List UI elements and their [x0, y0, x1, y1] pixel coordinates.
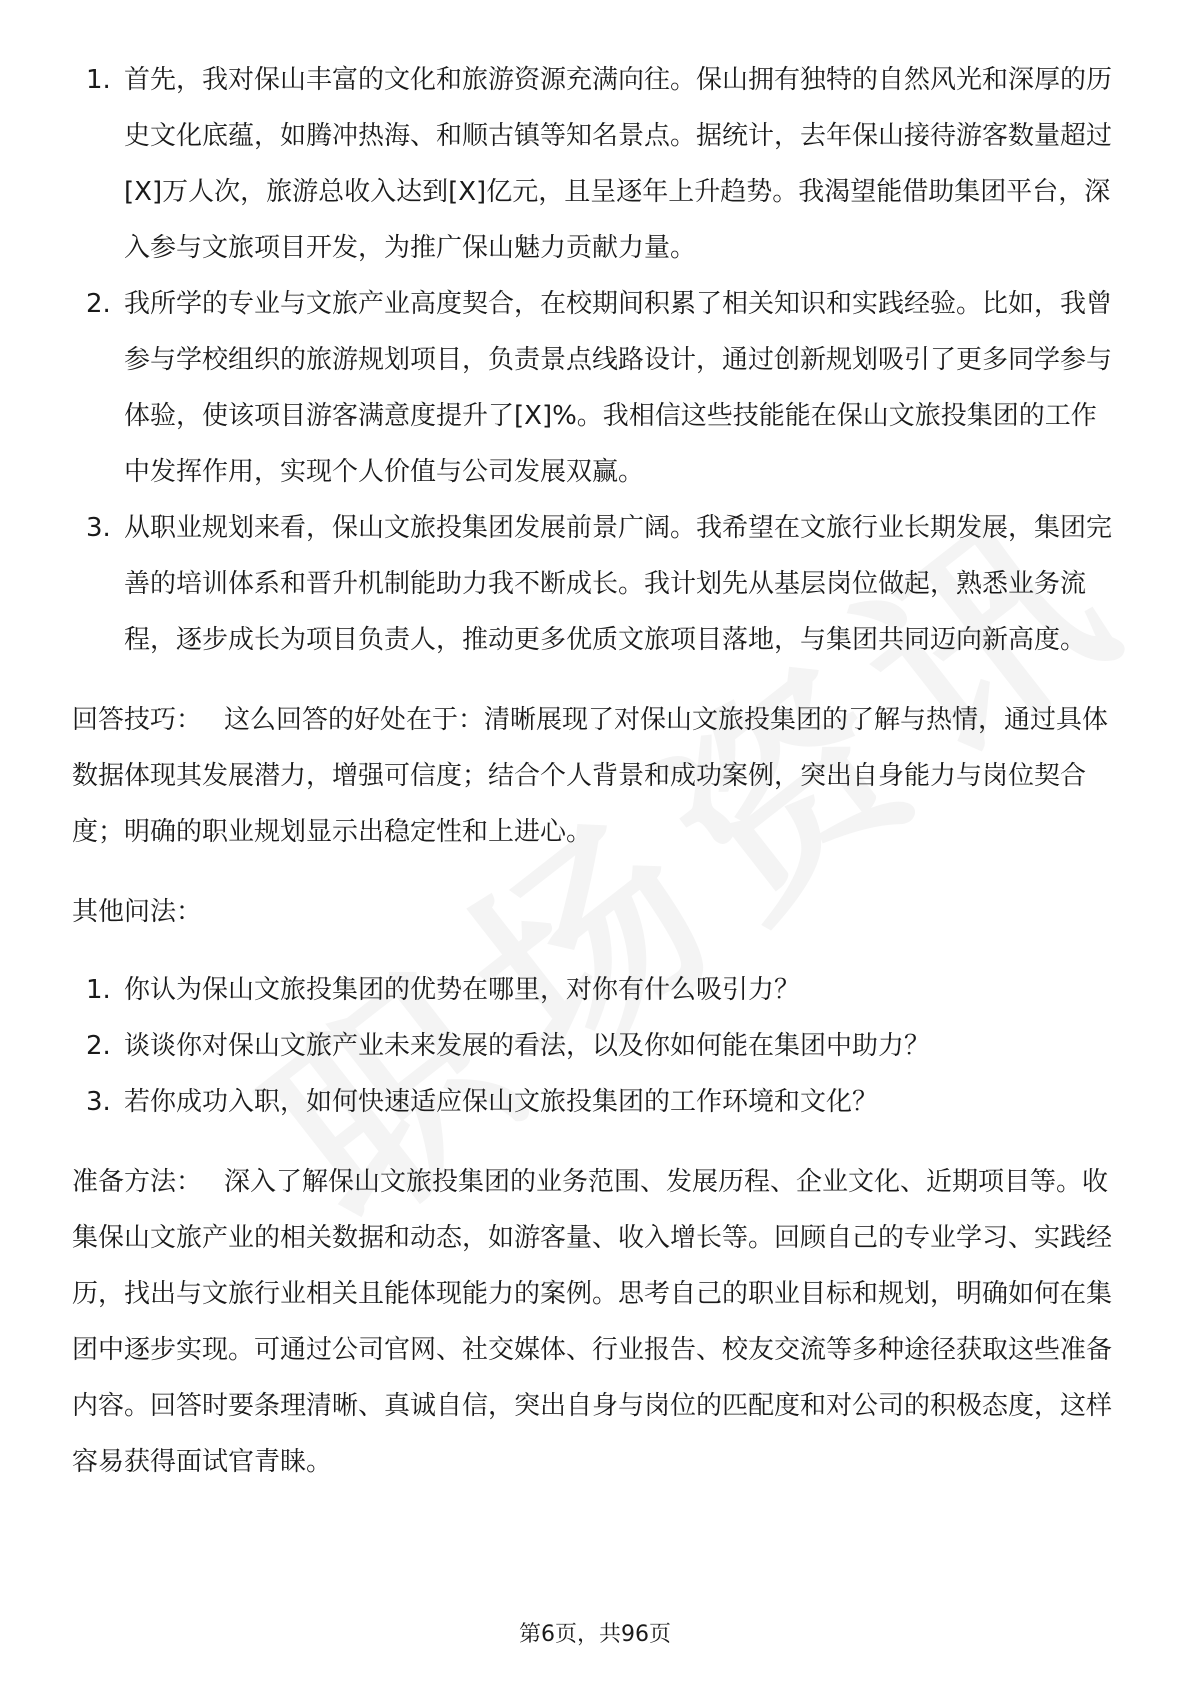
page-footer: 第6页，共96页: [519, 1622, 671, 1647]
list-number: 3.: [86, 513, 111, 543]
page-content: [72, 52, 1122, 1490]
list-number: 1.: [86, 975, 111, 1005]
list-number: 1.: [86, 65, 111, 95]
prep-label: 准备方法：: [72, 1167, 203, 1197]
list-item: [72, 962, 1122, 1018]
list-item: [72, 500, 1122, 668]
tips-label: 回答技巧：: [72, 705, 203, 735]
tips-text: 这么回答的好处在于：清晰展现了对保山文旅投集团的了解与热情，通过具体数据体现其发展潜力，增强可信度；结合个人背景和成功案例，突出自身能力与岗位契合度；明确的职业规划显示出稳定性和上进心。: [72, 705, 1109, 847]
list-item-text: 从职业规划来看，保山文旅投集团发展前景广阔。我希望在文旅行业长期发展，集团完善的培训体系和晋升机制能助力我不断成长。我计划先从基层岗位做起，熟悉业务流程，逐步成长为项目负责人，推动更多优质文旅项目落地，与集团共同迈向新高度。: [124, 513, 1113, 655]
list-item: [72, 1074, 1122, 1130]
list-item: [72, 52, 1122, 276]
answer-list: [72, 52, 1122, 668]
list-item-text: 我所学的专业与文旅产业高度契合，在校期间积累了相关知识和实践经验。比如，我曾参与学校组织的旅游规划项目，负责景点线路设计，通过创新规划吸引了更多同学参与体验，使该项目游客满意度提升了[X]%。我相信这些技能能在保山文旅投集团的工作中发挥作用，实现个人价值与公司发展双赢。: [124, 289, 1113, 487]
other-questions-heading: 其他问法：: [72, 897, 203, 927]
list-item-text: 若你成功入职，如何快速适应保山文旅投集团的工作环境和文化？: [124, 1087, 879, 1117]
list-item: [72, 1018, 1122, 1074]
list-item: [72, 276, 1122, 500]
list-number: 2.: [86, 1031, 111, 1061]
other-questions-list: [72, 962, 1122, 1130]
list-item-text: 谈谈你对保山文旅产业未来发展的看法，以及你如何能在集团中助力？: [124, 1031, 931, 1061]
prep-paragraph: [72, 1154, 1122, 1490]
list-item-text: 首先，我对保山丰富的文化和旅游资源充满向往。保山拥有独特的自然风光和深厚的历史文化底蕴，如腾冲热海、和顺古镇等知名景点。据统计，去年保山接待游客数量超过[X]万人次，旅游总收入达到[X]亿元，且呈逐年上升趋势。我渴望能借助集团平台，深入参与文旅项目开发，为推广保山魅力贡献力量。: [124, 65, 1113, 263]
tips-paragraph: [72, 692, 1122, 860]
prep-text: 深入了解保山文旅投集团的业务范围、发展历程、企业文化、近期项目等。收集保山文旅产业的相关数据和动态，如游客量、收入增长等。回顾自己的专业学习、实践经历，找出与文旅行业相关且能体现能力的案例。思考自己的职业目标和规划，明确如何在集团中逐步实现。可通过公司官网、社交媒体、行业报告、校友交流等多种途径获取这些准备内容。回答时要条理清晰、真诚自信，突出自身与岗位的匹配度和对公司的积极态度，这样容易获得面试官青睐。: [72, 1167, 1113, 1477]
list-number: 3.: [86, 1087, 111, 1117]
list-item-text: 你认为保山文旅投集团的优势在哪里，对你有什么吸引力？: [124, 975, 801, 1005]
list-number: 2.: [86, 289, 111, 319]
